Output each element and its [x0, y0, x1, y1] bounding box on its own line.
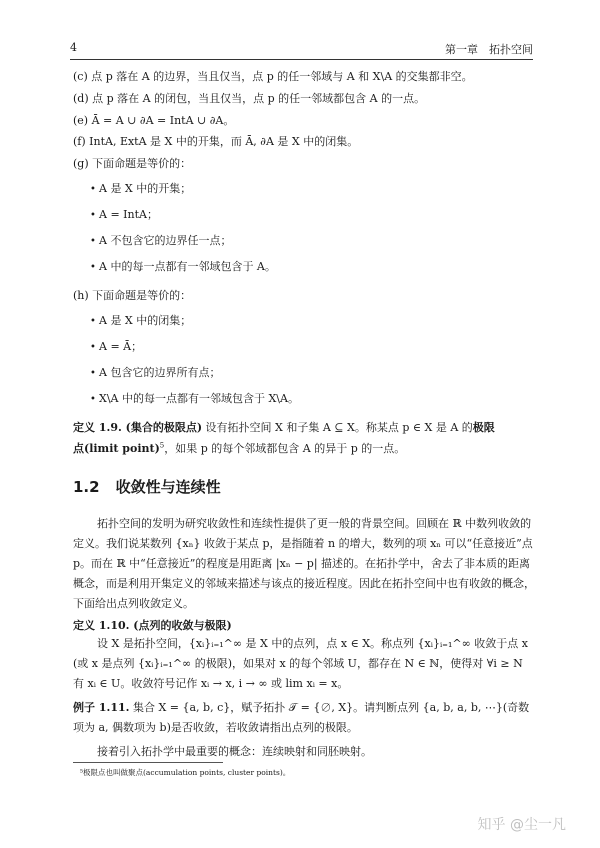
- footnote-marker: 5: [159, 441, 165, 450]
- definition-1-10-label: 定义 1.10. (点列的收敛与极限): [73, 619, 232, 632]
- section-heading: [73, 476, 221, 497]
- h-bullet: • A 是 X 中的闭集；: [90, 314, 192, 327]
- definition-1-9-line2: 点(limit point)$^5$，如果 p 的每个邻域都包含 A 的异于 p 的一点。: [73, 441, 406, 455]
- g-bullet: • A = IntA；: [90, 208, 158, 221]
- header-rule: [70, 59, 533, 60]
- definition-1-10-text: 设 X 是拓扑空间，{xᵢ}ᵢ₌₁^∞ 是 X 中的点列，点 x ∈ X。称点列 {xᵢ}ᵢ₌₁^∞ 收敛于点 x (或 x 是点列 {xᵢ}ᵢ₌₁^∞ 的极限)，如果对 x 的每个邻域 U，都存在 N ∈ ℕ，使得对 ∀i ≥ N 有 xᵢ ∈ U。收敛符号记作 xᵢ → x, i → ∞ 或 lim xᵢ = x。: [73, 637, 528, 690]
- term-limit: 极限: [472, 421, 495, 434]
- h-bullet: • A = Ā；: [90, 340, 143, 353]
- item-h: (h) 下面命题是等价的：: [73, 289, 192, 302]
- section-title: 收敛性与连续性: [115, 478, 221, 496]
- example-label: 例子 1.11.: [73, 701, 130, 714]
- item-f: (f) IntA, ExtA 是 X 中的开集，而 Ā, ∂A 是 X 中的闭集。: [73, 135, 359, 148]
- g-bullet: • A 是 X 中的开集；: [90, 182, 192, 195]
- h-bullet: • X\A 中的每一点都有一邻域包含于 X\A。: [90, 392, 299, 405]
- item-c: (c) 点 p 落在 A 的边界，当且仅当，点 p 的任一邻域与 A 和 X\A 的交集都非空。: [73, 70, 473, 83]
- h-bullet: • A 包含它的边界所有点；: [90, 366, 221, 379]
- item-e: (e) Ā = A ∪ ∂A = IntA ∪ ∂A。: [73, 114, 235, 127]
- page-number: 4: [70, 41, 77, 54]
- chapter-header: 第一章 拓扑空间: [445, 43, 533, 56]
- footnote-rule: [73, 762, 223, 763]
- definition-1-9-line1: 定义 1.9. (集合的极限点) 设有拓扑空间 X 和子集 A ⊆ X。称某点 p ∈ X 是 A 的极限: [73, 421, 495, 434]
- term-limit-point: 点(limit point): [73, 442, 160, 455]
- definition-label: 定义 1.9. (集合的极限点): [73, 421, 203, 434]
- footnote: ⁵极限点也叫做聚点(accumulation points, cluster points)。: [80, 768, 291, 777]
- item-g: (g) 下面命题是等价的：: [73, 157, 192, 170]
- intro-paragraph: 拓扑空间的发明为研究收敛性和连续性提供了更一般的背景空间。回顾在 ℝ 中数列收敛的定义。我们说某数列 {xₙ} 收敛于某点 p，是指随着 n 的增大，数列的项 xₙ 可以“任意接近”点 p。而在 ℝ 中“任意接近”的程度是用距离 |xₙ − p| 描述的。在拓扑学中，舍去了非本质的距离概念，而是利用开集定义的邻域来描述与该点的接近程度。因此在拓扑空间中也有收敛的概念，下面给出点列收敛定义。: [73, 517, 535, 610]
- section-number: 1.2: [73, 478, 100, 496]
- watermark: 知乎 @尘一凡: [477, 817, 566, 833]
- closing-paragraph: 接着引入拓扑学中最重要的概念：连续映射和同胚映射。: [97, 745, 372, 758]
- g-bullet: • A 不包含它的边界任一点；: [90, 234, 232, 247]
- item-d: (d) 点 p 落在 A 的闭包，当且仅当，点 p 的任一邻域都包含 A 的一点。: [73, 92, 426, 105]
- g-bullet: • A 中的每一点都有一邻域包含于 A。: [90, 260, 276, 273]
- example-1-11: 例子 1.11. 集合 X = {a, b, c}，赋予拓扑 𝒯 = {∅, X}。请判断点列 {a, b, a, b, ⋯}(奇数项为 a, 偶数项为 b)是否收敛，若收敛请指出点列的极限。: [73, 701, 530, 734]
